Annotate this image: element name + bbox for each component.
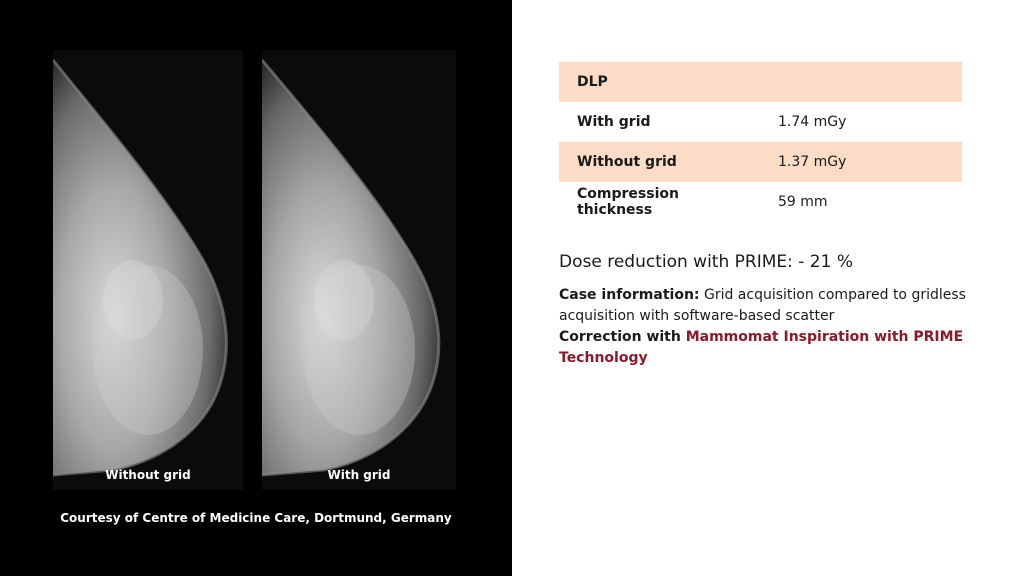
table-header-row: [559, 62, 962, 102]
dose-reduction-headline: Dose reduction with PRIME: - 21 %: [559, 252, 853, 272]
mammogram-with-grid: [262, 50, 456, 490]
correction-label: Correction with: [559, 329, 686, 345]
row-label: Compression thickness: [577, 186, 679, 218]
row-value: 59 mm: [778, 194, 828, 210]
row-value: 1.74 mGy: [778, 114, 847, 130]
product-name: Mammomat Inspiration with PRIME Technology: [559, 329, 964, 366]
dose-table: [559, 62, 962, 222]
row-value: 1.37 mGy: [752, 142, 962, 182]
table-header: DLP: [559, 62, 962, 102]
with-grid-label: With grid: [327, 468, 391, 482]
image-courtesy: Courtesy of Centre of Medicine Care, Dortmund, Germany: [60, 511, 452, 525]
without-grid-label: Without grid: [105, 468, 191, 482]
case-information: [559, 285, 989, 369]
row-label: With grid: [577, 114, 651, 130]
case-info-label: Case information:: [559, 287, 700, 303]
table-row: [559, 182, 962, 222]
table-row: [559, 102, 962, 142]
table-row: [559, 142, 962, 182]
mammogram-without-grid: [53, 50, 243, 490]
case-info-text: Grid acquisition compared to gridless acquisition with software-based scatter: [559, 287, 966, 324]
row-label: Without grid: [559, 142, 752, 182]
